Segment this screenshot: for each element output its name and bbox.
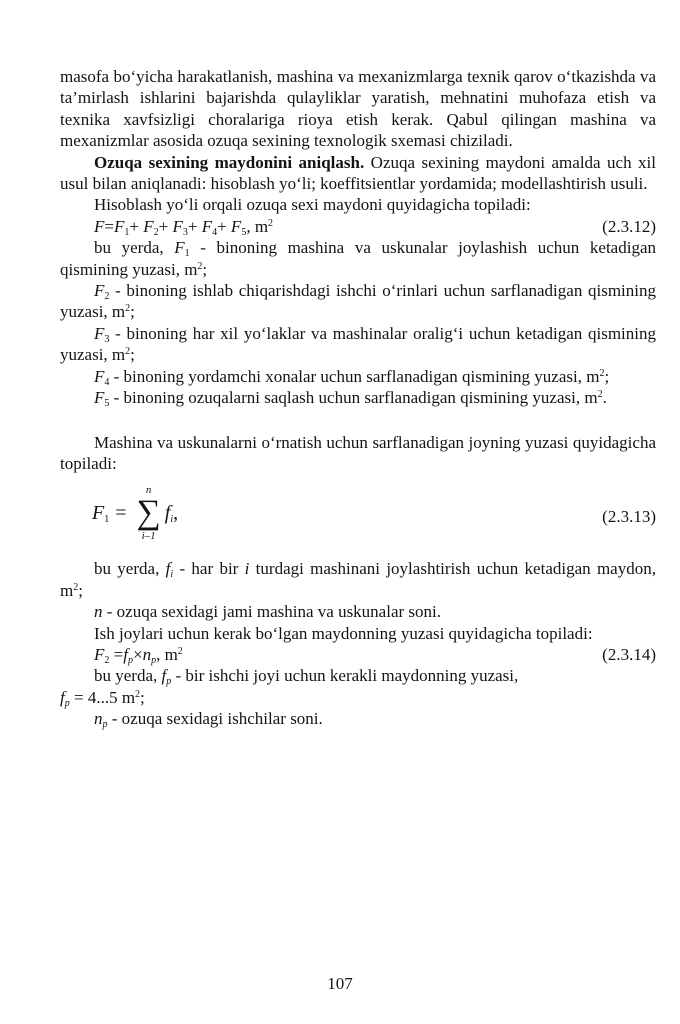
definition-f2: $F_2$ - binoning ishlab chiqarishdagi ishchi o‘rinlari uchun sarflanadigan qismining yuzasi, $m^2$; (60, 281, 656, 322)
definition-fp-value: $f_p = 4...5$ $m^2$; (60, 687, 145, 709)
equation-number: (2.3.14) (602, 644, 656, 664)
sigma-symbol: n ∑ i–1 (136, 484, 161, 543)
formula-expression: $F=F_1+ F_2+ F_3+ F_4+ F_5$, $m^2$ (94, 216, 274, 238)
page-body (60, 66, 656, 730)
paragraph-method: Hisoblash yo‘li orqali ozuqa sexi maydoni quyidagicha topiladi: (94, 195, 531, 215)
definition-f5: $F_5$ - binoning ozuqalarni saqlash uchun sarflanadigan qismining yuzasi, $m^2$. (94, 388, 607, 410)
formula-2-3-14 (60, 644, 656, 665)
equation-number: (2.3.13) (602, 507, 656, 527)
formula-2-3-13 (60, 478, 656, 556)
sum-expression: $F_1$ = n ∑ i–1 $f_i$, (92, 484, 179, 543)
definition-fi: bu yerda, $f_i$ - har bir i turdagi mashinani joylashtirish uchun ketadigan maydon, $m^2$; (60, 559, 656, 600)
definition-np: $n_p$ - ozuqa sexidagi ishchilar soni. (94, 709, 323, 731)
definition-n: n - ozuqa sexidagi jami mashina va uskunalar soni. (94, 602, 441, 622)
definition-fp: bu yerda, $f_p$ - bir ishchi joyi uchun kerakli maydonning yuzasi, (94, 666, 519, 688)
definition-f1: bu yerda, $F_1$ - binoning mashina va uskunalar joylashish uchun ketadigan qismining yuzasi, $m^2$; (60, 238, 656, 279)
formula-2-3-12 (60, 216, 656, 237)
definition-f4: $F_4$ - binoning yordamchi xonalar uchun sarflanadigan qismining yuzasi, $m^2$; (94, 366, 610, 388)
spacer (60, 409, 656, 432)
paragraph-machines: Mashina va uskunalarni o‘rnatish uchun sarflanadigan joyning yuzasi quyidagicha topiladi: (60, 432, 656, 473)
paragraph-section (60, 152, 656, 195)
page-number: 107 (327, 974, 353, 993)
section-text: Ozuqa sexining maydoni amalda uch xil usul bilan aniqlanadi: hisoblash yo‘li; koeffitsientlar yordamida; modellashtirish usuli. (60, 152, 656, 194)
section-heading: Ozuqa sexining maydonini aniqlash. (94, 152, 365, 172)
equation-number: (2.3.12) (602, 216, 656, 236)
definition-f3: $F_3$ - binoning har xil yo‘laklar va mashinalar oralig‘i uchun ketadigan qismining yuzasi, $m^2$; (60, 323, 656, 365)
paragraph-workplaces: Ish joylari uchun kerak bo‘lgan maydonning yuzasi quyidagicha topiladi: (94, 623, 593, 643)
formula-expression: $F_2 =f_p\times n_p$, $m^2$ (94, 644, 183, 666)
paragraph-intro: masofa bo‘yicha harakatlanish, mashina va mexanizmlarga texnik qarov o‘tkazishda va ta’mirlash ishlarini bajarishda qulayliklar yaratish, mehnatini muhofaza etish va texnika xavfsizligi choralariga rioya etish kerak. Qabul qilingan mashina va mexanizmlar asosida ozuqa sexining texnologik sxemasi chiziladi. (60, 67, 656, 151)
